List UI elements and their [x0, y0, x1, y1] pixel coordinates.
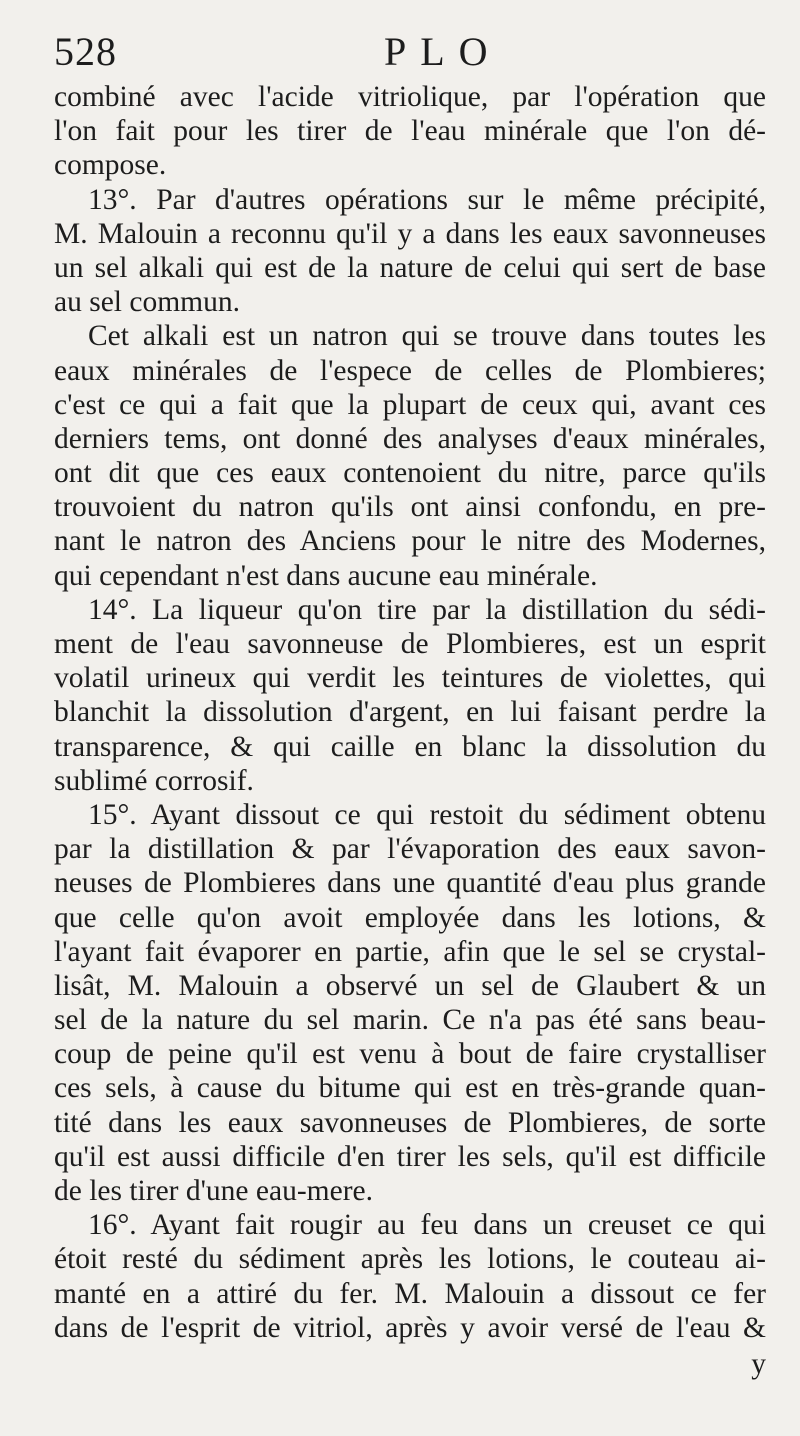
text-line: ment de l'eau savonneuse de Plombieres, est un esprit	[54, 628, 766, 660]
text-line: c'est ce qui a fait que la plupart de ceux qui, avant ces	[54, 388, 766, 421]
text-line: derniers tems, ont donné des analyses d'eaux minérales,	[54, 422, 766, 455]
text-line: par la distillation & par l'évaporation des eaux savon-	[54, 833, 766, 866]
text-line: sel de la nature du sel marin. Ce n'a pas été sans beau-	[54, 1004, 766, 1037]
page-number: 528	[54, 29, 117, 74]
text-line: l'ayant fait évaporer en partie, afin que le sel se crystal-	[54, 935, 766, 968]
text-line: sublimé corrosif.	[54, 764, 254, 797]
text-line: qui cependant n'est dans aucune eau minérale.	[54, 559, 598, 592]
text-line: nant le natron des Anciens pour le nitre des Modernes,	[54, 525, 766, 558]
text-line: ces sels, à cause du bitume qui est en très-grande quan-	[54, 1072, 766, 1105]
text-line: étoit resté du sédiment après les lotions, le couteau ai-	[54, 1243, 766, 1276]
text-line: l'on fait pour les tirer de l'eau minérale que l'on dé-	[54, 115, 766, 148]
text-line: transparence, & qui caille en blanc la dissolution du	[54, 730, 766, 763]
text-line: 16°. Ayant fait rougir au feu dans un creuset ce qui	[88, 1209, 766, 1242]
text-line: Cet alkali est un natron qui se trouve dans toutes les	[88, 320, 766, 353]
text-line: volatil urineux qui verdit les teintures de violettes, qui	[54, 662, 766, 695]
text-line: M. Malouin a reconnu qu'il y a dans les eaux savonneuses	[54, 217, 766, 250]
text-line: combiné avec l'acide vitriolique, par l'opération que	[54, 81, 766, 113]
text-line: blanchit la dissolution d'argent, en lui faisant perdre la	[54, 696, 766, 729]
text-line: trouvoient du natron qu'ils ont ainsi confondu, en pre-	[54, 491, 766, 524]
text-line: 14°. La liqueur qu'on tire par la distillation du sédi-	[88, 593, 766, 626]
text-line: dans de l'esprit de vitriol, après y avoir versé de l'eau &	[54, 1311, 766, 1344]
text-line: que celle qu'on avoit employée dans les lotions, &	[54, 901, 766, 934]
text-line: manté en a attiré du fer. M. Malouin a dissout ce fer	[54, 1277, 766, 1310]
text-line: un sel alkali qui est de la nature de celui qui sert de base	[54, 251, 766, 284]
body-text	[54, 80, 766, 1345]
text-line: coup de peine qu'il est venu à bout de faire crystalliser	[54, 1038, 766, 1071]
text-line: ont dit que ces eaux contenoient du nitre, parce qu'ils	[54, 457, 766, 490]
text-line: compose.	[54, 149, 167, 182]
page-header	[54, 22, 760, 82]
text-line: 13°. Par d'autres opérations sur le même précipité,	[88, 183, 766, 216]
text-line: tité dans les eaux savonneuses de Plombieres, de sorte	[54, 1106, 766, 1139]
text-line: lisât, M. Malouin a observé un sel de Glaubert & un	[54, 969, 766, 1002]
catchword: y	[751, 1348, 766, 1380]
text-line: qu'il est aussi difficile d'en tirer les sels, qu'il est difficile	[54, 1140, 766, 1173]
text-line: 15°. Ayant dissout ce qui restoit du sédiment obtenu	[88, 798, 766, 831]
text-line: au sel commun.	[54, 286, 240, 319]
text-line: de les tirer d'une eau-mere.	[54, 1175, 373, 1207]
running-head: PLO	[384, 29, 502, 74]
text-line: neuses de Plombieres dans une quantité d'eau plus grande	[54, 867, 766, 900]
text-line: eaux minérales de l'espece de celles de Plombieres;	[54, 354, 766, 387]
